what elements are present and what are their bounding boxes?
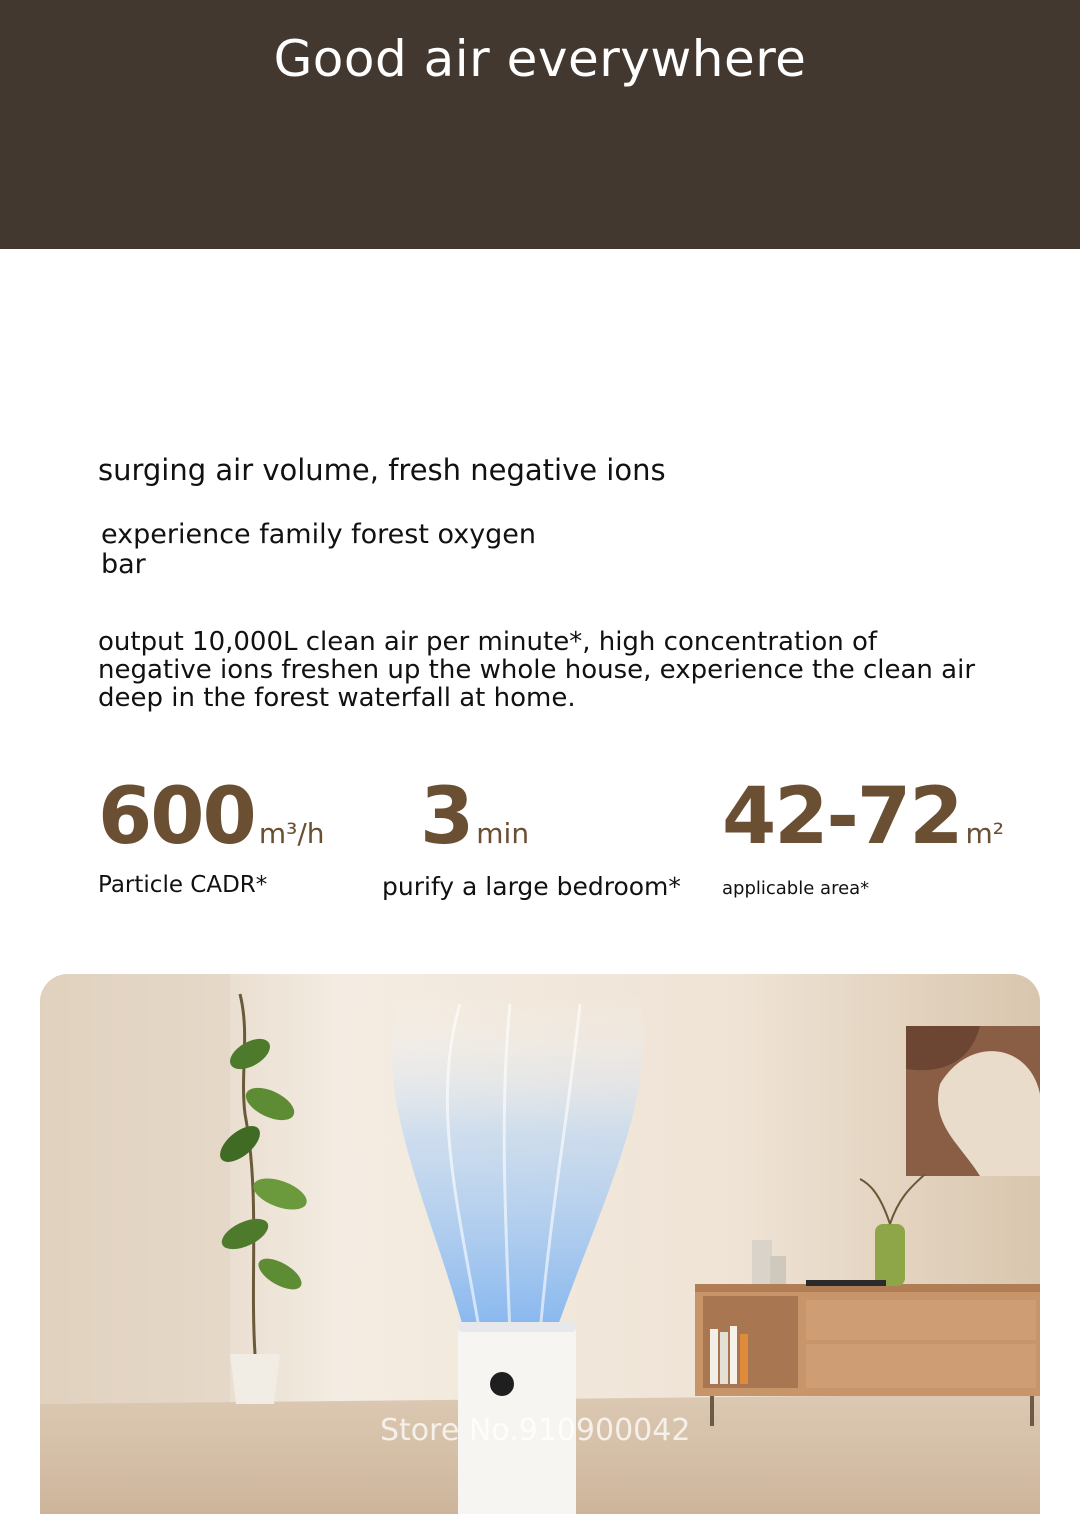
stat-cadr bbox=[98, 772, 325, 898]
header-banner bbox=[0, 0, 1080, 249]
stat-value: 42-72 bbox=[722, 772, 962, 862]
stat-label: purify a large bedroom* bbox=[382, 872, 681, 901]
section-description: output 10,000L clean air per minute*, high concentration of negative ions freshen up the whole house, experience the clean air deep in the forest waterfall at home. bbox=[98, 627, 976, 713]
store-watermark: Store No.910900042 bbox=[380, 1413, 691, 1448]
stat-label: applicable area* bbox=[722, 878, 870, 899]
stat-purify-time bbox=[382, 772, 681, 901]
stat-unit: m³/h bbox=[258, 817, 325, 850]
stat-unit: min bbox=[476, 817, 530, 850]
stat-value: 600 bbox=[98, 772, 255, 862]
stat-area bbox=[722, 772, 1004, 899]
page-title: Good air everywhere bbox=[273, 30, 807, 88]
stat-label: Particle CADR* bbox=[98, 872, 268, 898]
section-headline: surging air volume, fresh negative ions bbox=[98, 453, 666, 487]
stat-unit: m² bbox=[965, 817, 1004, 850]
section-subheadline: experience family forest oxygen bar bbox=[101, 519, 537, 580]
wall-art bbox=[906, 1026, 1040, 1176]
display-icon bbox=[490, 1372, 514, 1396]
stat-value: 3 bbox=[420, 772, 473, 862]
